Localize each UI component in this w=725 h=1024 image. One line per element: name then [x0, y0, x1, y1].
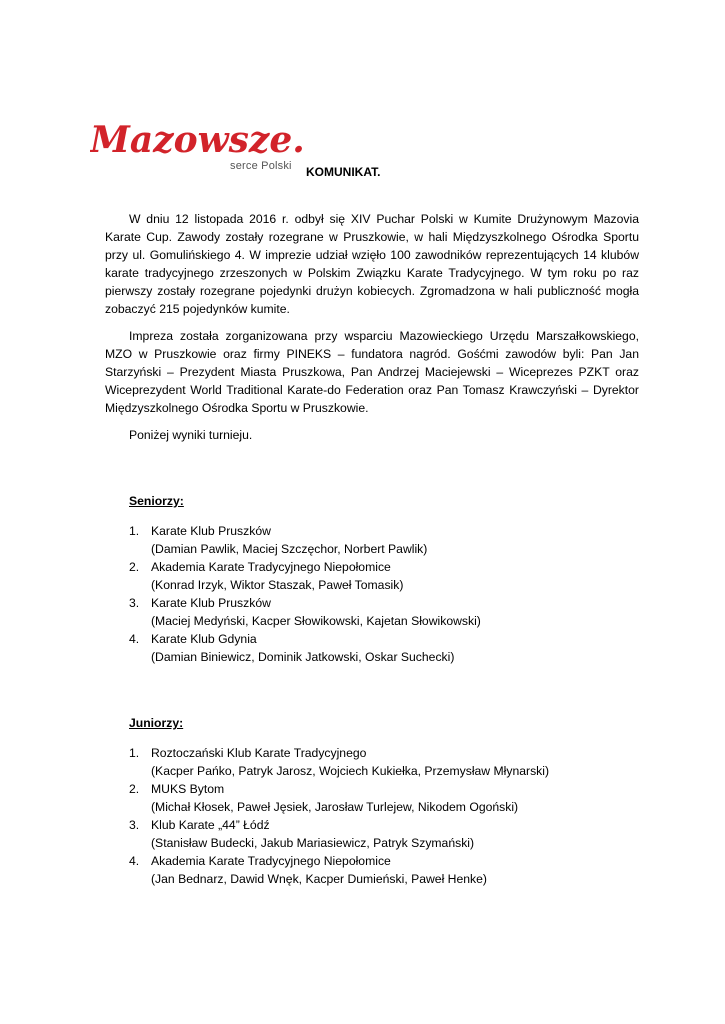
logo-tagline: serce Polski: [230, 160, 292, 172]
list-item: [105, 594, 639, 630]
rank-number: 2.: [129, 560, 140, 574]
paragraph-support: Impreza została zorganizowana przy wsparciu Mazowieckiego Urzędu Marszałkowskiego, MZO w Pruszkowie oraz firmy PINEKS – fundatora nagród. Gośćmi zawodów byli: Pan Jan Starzyński – Prezydent Miasta Pruszkowa, Pan Andrzej Maciejewski – Wiceprezes PZKT oraz Wiceprezydent World Traditional Karate-do Federation oraz Pan Tomasz Krawczyński – Dyrektor Międzyszkolnego Ośrodka Sportu w Pruszkowie.: [105, 329, 639, 415]
document-title: KOMUNIKAT.: [306, 165, 381, 179]
club-name: Klub Karate „44” Łódź: [151, 818, 270, 832]
club-name: Karate Klub Gdynia: [151, 632, 257, 646]
club-name: Roztoczański Klub Karate Tradycyjnego: [151, 746, 367, 760]
list-item: [105, 744, 639, 780]
team-members: (Konrad Irzyk, Wiktor Staszak, Paweł Tomasik): [151, 578, 404, 592]
list-item: [105, 558, 639, 594]
team-members: (Damian Pawlik, Maciej Szczęchor, Norbert Pawlik): [151, 542, 428, 556]
section-heading-seniors: Seniorzy:: [129, 494, 184, 508]
rank-number: 1.: [129, 524, 140, 538]
team-members: (Maciej Medyński, Kacper Słowikowski, Kajetan Słowikowski): [151, 614, 481, 628]
rank-number: 1.: [129, 746, 140, 760]
club-name: Akademia Karate Tradycyjnego Niepołomice: [151, 854, 391, 868]
results-list-juniors: [105, 744, 639, 888]
section-heading-juniors: Juniorzy:: [129, 716, 184, 730]
rank-number: 3.: [129, 596, 140, 610]
team-members: (Damian Biniewicz, Dominik Jatkowski, Oskar Suchecki): [151, 650, 455, 664]
list-item: [105, 816, 639, 852]
svg-text:Mazowsze.: Mazowsze.: [90, 119, 305, 160]
club-name: Karate Klub Pruszków: [151, 596, 271, 610]
paragraph-results-intro: Poniżej wyniki turnieju.: [129, 428, 253, 442]
rank-number: 2.: [129, 782, 140, 796]
club-name: MUKS Bytom: [151, 782, 225, 796]
list-item: [105, 780, 639, 816]
mazowsze-wordmark: [90, 118, 310, 160]
rank-number: 4.: [129, 632, 140, 646]
team-members: (Stanisław Budecki, Jakub Mariasiewicz, Patryk Szymański): [151, 836, 475, 850]
list-item: [105, 630, 639, 666]
rank-number: 3.: [129, 818, 140, 832]
club-name: Karate Klub Pruszków: [151, 524, 271, 538]
paragraph-intro: W dniu 12 listopada 2016 r. odbył się XIV Puchar Polski w Kumite Drużynowym Mazovia Karate Cup. Zawody zostały rozegrane w Pruszkowie, w hali Międzyszkolnego Ośrodka Sportu przy ul. Gomulińskiego 4. W imprezie udział wzięło 100 zawodników reprezentujących 14 klubów karate tradycyjnego zrzeszonych w Polskim Związku Karate Tradycyjnego. W tym roku po raz pierwszy zostały rozegrane pojedynki drużyn kobiecych. Zgromadzona w hali publiczność mogła zobaczyć 215 pojedynków kumite.: [105, 212, 639, 316]
team-members: (Michał Kłosek, Paweł Jęsiek, Jarosław Turlejew, Nikodem Ogoński): [151, 800, 519, 814]
club-name: Akademia Karate Tradycyjnego Niepołomice: [151, 560, 391, 574]
team-members: (Jan Bednarz, Dawid Wnęk, Kacper Dumieński, Paweł Henke): [151, 872, 487, 886]
list-item: [105, 522, 639, 558]
rank-number: 4.: [129, 854, 140, 868]
team-members: (Kacper Pańko, Patryk Jarosz, Wojciech Kukiełka, Przemysław Młynarski): [151, 764, 550, 778]
list-item: [105, 852, 639, 888]
results-list-seniors: [105, 522, 639, 666]
document-body: [105, 210, 639, 888]
